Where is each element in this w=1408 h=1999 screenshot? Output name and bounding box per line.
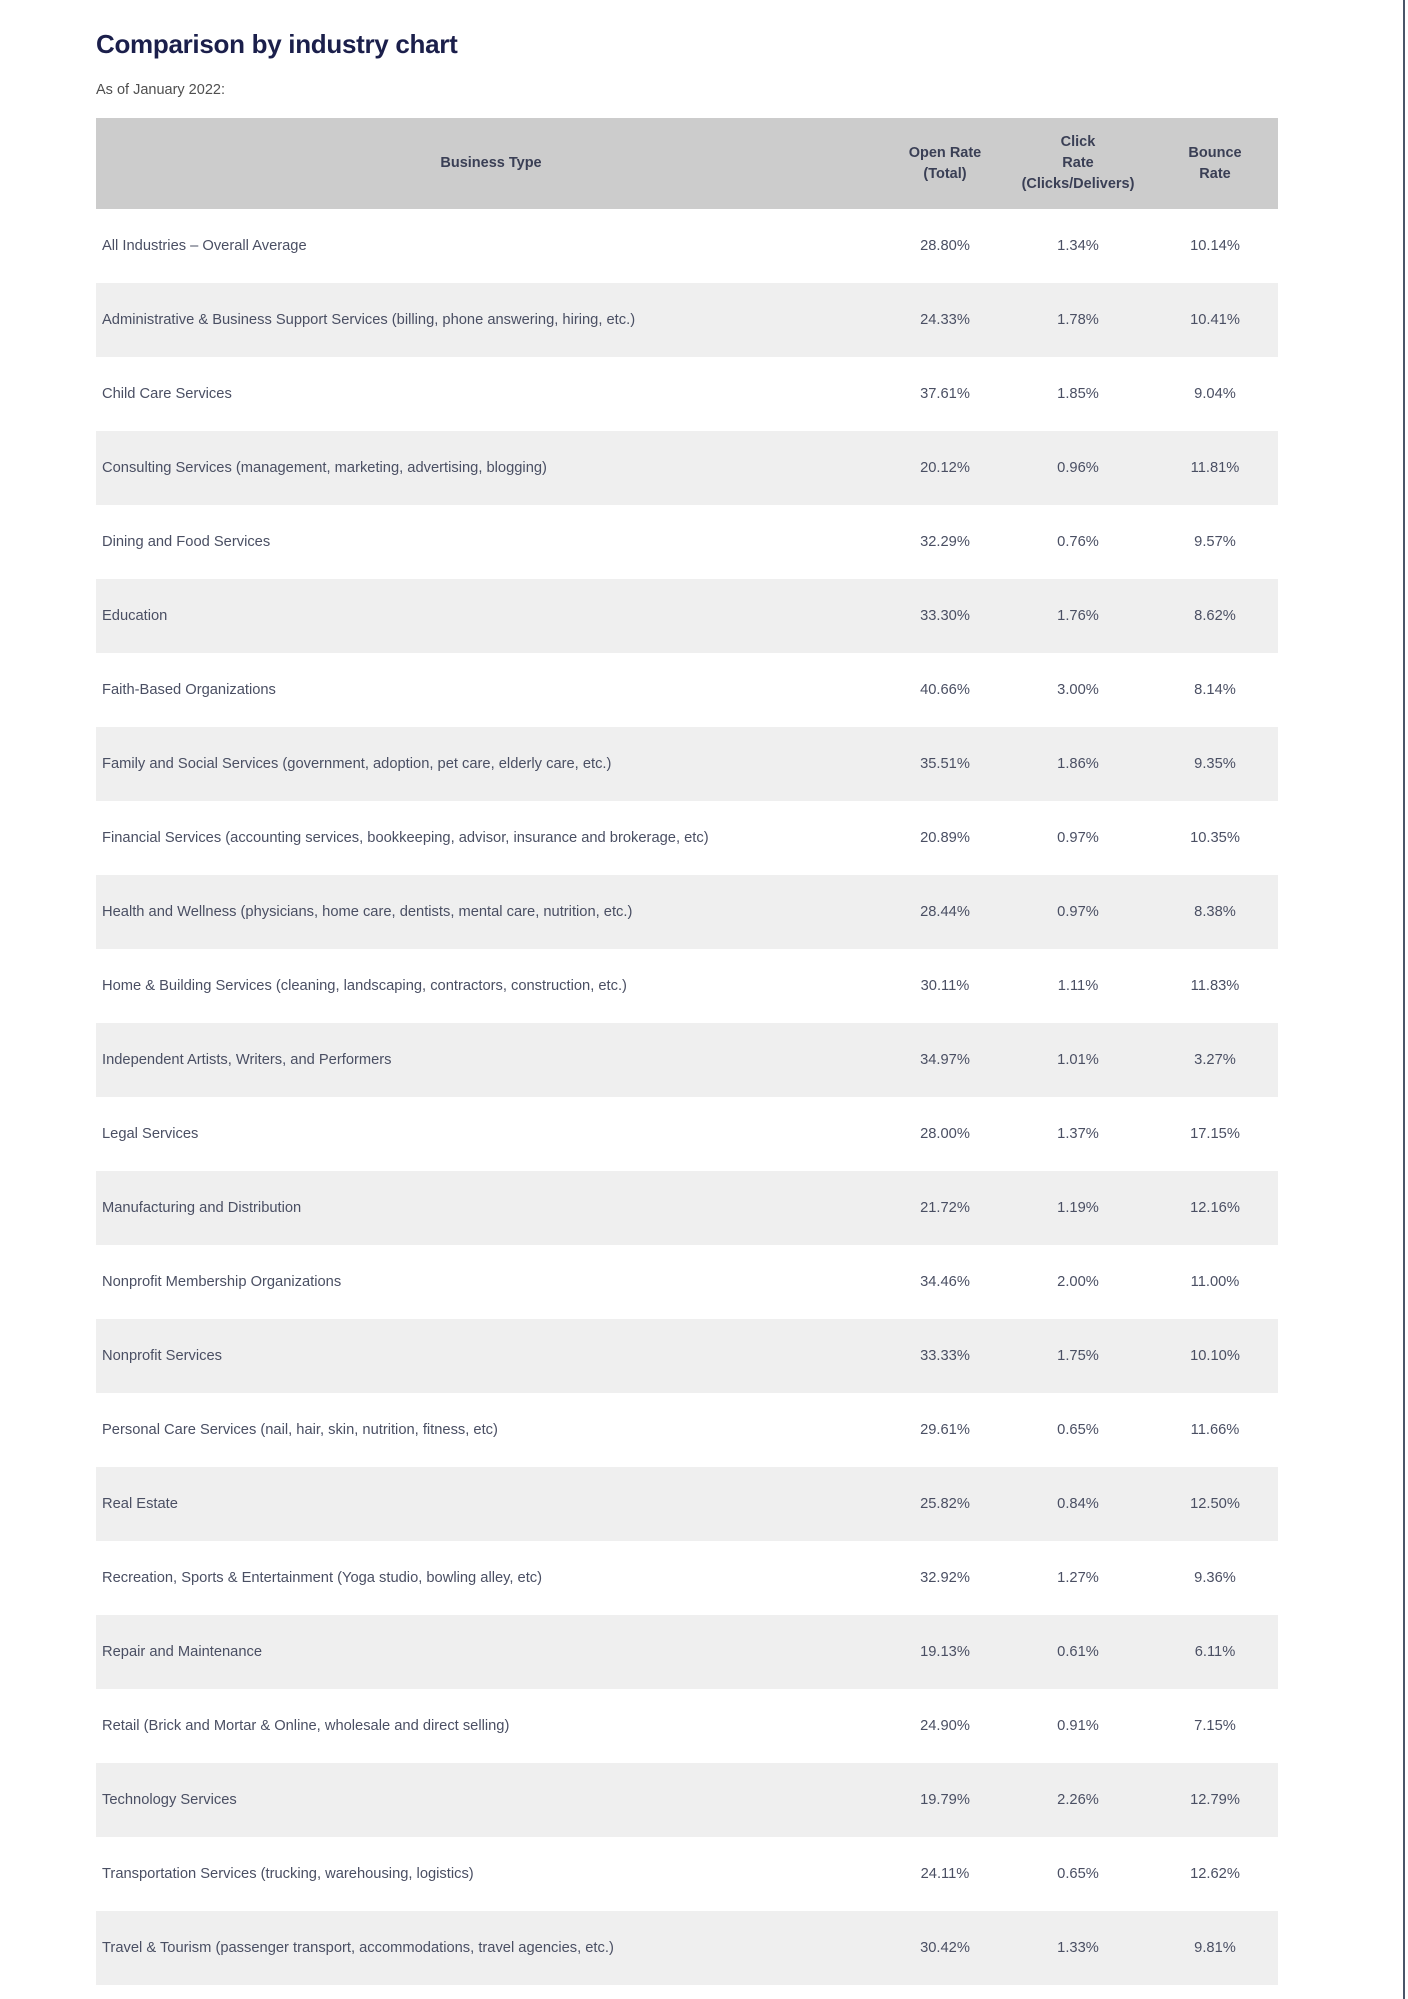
- cell-click-rate: 1.37%: [1004, 1097, 1152, 1171]
- cell-open-rate: 20.12%: [886, 431, 1004, 505]
- cell-business-type: Administrative & Business Support Services (billing, phone answering, hiring, etc.): [96, 283, 886, 357]
- cell-open-rate: 28.00%: [886, 1097, 1004, 1171]
- cell-business-type: Repair and Maintenance: [96, 1615, 886, 1689]
- table-row: [96, 1689, 1278, 1763]
- cell-business-type: Retail (Brick and Mortar & Online, wholesale and direct selling): [96, 1689, 886, 1763]
- cell-business-type: Family and Social Services (government, adoption, pet care, elderly care, etc.): [96, 727, 886, 801]
- cell-open-rate: 32.29%: [886, 505, 1004, 579]
- table-row: [96, 949, 1278, 1023]
- cell-bounce-rate: 10.10%: [1152, 1319, 1278, 1393]
- table-row: [96, 1097, 1278, 1171]
- cell-click-rate: 1.78%: [1004, 283, 1152, 357]
- table-row: [96, 1615, 1278, 1689]
- cell-bounce-rate: 8.38%: [1152, 875, 1278, 949]
- cell-open-rate: 33.33%: [886, 1319, 1004, 1393]
- click-rate-label-line1: Click: [1060, 134, 1096, 151]
- table-row: [96, 1911, 1278, 1985]
- cell-business-type: Recreation, Sports & Entertainment (Yoga studio, bowling alley, etc): [96, 1541, 886, 1615]
- table-row: [96, 283, 1278, 357]
- cell-business-type: Technology Services: [96, 1763, 886, 1837]
- cell-click-rate: 1.75%: [1004, 1319, 1152, 1393]
- cell-bounce-rate: 11.66%: [1152, 1393, 1278, 1467]
- table-row: [96, 1763, 1278, 1837]
- cell-open-rate: 34.97%: [886, 1023, 1004, 1097]
- cell-bounce-rate: 6.11%: [1152, 1615, 1278, 1689]
- cell-bounce-rate: 9.57%: [1152, 505, 1278, 579]
- cell-business-type: Financial Services (accounting services, bookkeeping, advisor, insurance and brokerage, etc): [96, 801, 886, 875]
- cell-open-rate: 19.79%: [886, 1763, 1004, 1837]
- cell-click-rate: 0.91%: [1004, 1689, 1152, 1763]
- cell-bounce-rate: 9.81%: [1152, 1911, 1278, 1985]
- table-row: [96, 1245, 1278, 1319]
- cell-open-rate: 30.11%: [886, 949, 1004, 1023]
- bounce-rate-label-line1: Bounce: [1188, 144, 1242, 161]
- cell-bounce-rate: 10.35%: [1152, 801, 1278, 875]
- table-row: [96, 1171, 1278, 1245]
- table-row: [96, 801, 1278, 875]
- cell-open-rate: 20.89%: [886, 801, 1004, 875]
- cell-business-type: Nonprofit Services: [96, 1319, 886, 1393]
- cell-click-rate: 3.00%: [1004, 653, 1152, 727]
- cell-open-rate: 28.80%: [886, 209, 1004, 283]
- cell-business-type: Real Estate: [96, 1467, 886, 1541]
- cell-click-rate: 1.01%: [1004, 1023, 1152, 1097]
- cell-click-rate: 0.84%: [1004, 1467, 1152, 1541]
- cell-open-rate: 25.82%: [886, 1467, 1004, 1541]
- cell-click-rate: 0.96%: [1004, 431, 1152, 505]
- table-row: [96, 1393, 1278, 1467]
- cell-bounce-rate: 7.15%: [1152, 1689, 1278, 1763]
- column-header-bounce-rate: [1152, 118, 1278, 209]
- cell-open-rate: 24.11%: [886, 1837, 1004, 1911]
- cell-business-type: Manufacturing and Distribution: [96, 1171, 886, 1245]
- cell-business-type: Education: [96, 579, 886, 653]
- cell-click-rate: 1.86%: [1004, 727, 1152, 801]
- cell-business-type: Health and Wellness (physicians, home care, dentists, mental care, nutrition, etc.): [96, 875, 886, 949]
- cell-bounce-rate: 11.81%: [1152, 431, 1278, 505]
- column-header-click-rate: [1004, 118, 1152, 209]
- table-row: [96, 1467, 1278, 1541]
- cell-open-rate: 19.13%: [886, 1615, 1004, 1689]
- table-row: [96, 579, 1278, 653]
- cell-bounce-rate: 12.79%: [1152, 1763, 1278, 1837]
- cell-click-rate: 1.85%: [1004, 357, 1152, 431]
- cell-business-type: Nonprofit Membership Organizations: [96, 1245, 886, 1319]
- cell-bounce-rate: 10.41%: [1152, 283, 1278, 357]
- cell-open-rate: 24.90%: [886, 1689, 1004, 1763]
- table-row: [96, 505, 1278, 579]
- cell-bounce-rate: 12.50%: [1152, 1467, 1278, 1541]
- cell-bounce-rate: 9.04%: [1152, 357, 1278, 431]
- column-header-business-type: Business Type: [96, 118, 886, 209]
- cell-business-type: Faith-Based Organizations: [96, 653, 886, 727]
- cell-business-type: Child Care Services: [96, 357, 886, 431]
- cell-bounce-rate: 11.00%: [1152, 1245, 1278, 1319]
- page-subtitle: As of January 2022:: [96, 81, 225, 98]
- cell-bounce-rate: 8.62%: [1152, 579, 1278, 653]
- page-title: Comparison by industry chart: [96, 29, 458, 59]
- cell-click-rate: 1.19%: [1004, 1171, 1152, 1245]
- cell-click-rate: 2.26%: [1004, 1763, 1152, 1837]
- cell-business-type: Home & Building Services (cleaning, landscaping, contractors, construction, etc.): [96, 949, 886, 1023]
- table-row: [96, 357, 1278, 431]
- table-row: [96, 875, 1278, 949]
- cell-open-rate: 32.92%: [886, 1541, 1004, 1615]
- cell-open-rate: 33.30%: [886, 579, 1004, 653]
- click-rate-label-line2: Rate: [1062, 155, 1094, 172]
- cell-open-rate: 28.44%: [886, 875, 1004, 949]
- column-header-open-rate: [886, 118, 1004, 209]
- cell-bounce-rate: 17.15%: [1152, 1097, 1278, 1171]
- cell-business-type: Legal Services: [96, 1097, 886, 1171]
- cell-open-rate: 29.61%: [886, 1393, 1004, 1467]
- cell-bounce-rate: 9.36%: [1152, 1541, 1278, 1615]
- cell-open-rate: 35.51%: [886, 727, 1004, 801]
- cell-click-rate: 2.00%: [1004, 1245, 1152, 1319]
- cell-business-type: Travel & Tourism (passenger transport, accommodations, travel agencies, etc.): [96, 1911, 886, 1985]
- cell-business-type: Independent Artists, Writers, and Performers: [96, 1023, 886, 1097]
- cell-click-rate: 0.76%: [1004, 505, 1152, 579]
- cell-bounce-rate: 11.83%: [1152, 949, 1278, 1023]
- cell-bounce-rate: 10.14%: [1152, 209, 1278, 283]
- cell-bounce-rate: 12.16%: [1152, 1171, 1278, 1245]
- open-rate-label-line1: Open Rate: [908, 144, 982, 161]
- table-header-row: [96, 118, 1278, 209]
- cell-open-rate: 40.66%: [886, 653, 1004, 727]
- table-row: [96, 727, 1278, 801]
- cell-business-type: Consulting Services (management, marketing, advertising, blogging): [96, 431, 886, 505]
- cell-click-rate: 0.61%: [1004, 1615, 1152, 1689]
- table-row: [96, 1319, 1278, 1393]
- cell-open-rate: 30.42%: [886, 1911, 1004, 1985]
- table-row: [96, 1837, 1278, 1911]
- cell-bounce-rate: 9.35%: [1152, 727, 1278, 801]
- cell-business-type: All Industries – Overall Average: [96, 209, 886, 283]
- industry-comparison-table: [96, 118, 1278, 1985]
- cell-click-rate: 1.76%: [1004, 579, 1152, 653]
- click-rate-label-line3: (Clicks/Delivers): [1021, 176, 1135, 193]
- cell-business-type: Dining and Food Services: [96, 505, 886, 579]
- table-row: [96, 209, 1278, 283]
- cell-open-rate: 21.72%: [886, 1171, 1004, 1245]
- cell-click-rate: 1.34%: [1004, 209, 1152, 283]
- table-row: [96, 1541, 1278, 1615]
- cell-open-rate: 37.61%: [886, 357, 1004, 431]
- cell-click-rate: 1.11%: [1004, 949, 1152, 1023]
- cell-bounce-rate: 12.62%: [1152, 1837, 1278, 1911]
- table-body: [96, 209, 1278, 1985]
- cell-business-type: Transportation Services (trucking, warehousing, logistics): [96, 1837, 886, 1911]
- table-row: [96, 1023, 1278, 1097]
- cell-click-rate: 1.33%: [1004, 1911, 1152, 1985]
- cell-click-rate: 0.97%: [1004, 801, 1152, 875]
- cell-bounce-rate: 3.27%: [1152, 1023, 1278, 1097]
- cell-bounce-rate: 8.14%: [1152, 653, 1278, 727]
- cell-click-rate: 1.27%: [1004, 1541, 1152, 1615]
- bounce-rate-label-line2: Rate: [1199, 165, 1231, 182]
- cell-business-type: Personal Care Services (nail, hair, skin, nutrition, fitness, etc): [96, 1393, 886, 1467]
- table-header: [96, 118, 1278, 209]
- cell-open-rate: 24.33%: [886, 283, 1004, 357]
- cell-click-rate: 0.65%: [1004, 1393, 1152, 1467]
- cell-click-rate: 0.65%: [1004, 1837, 1152, 1911]
- open-rate-label-line2: (Total): [923, 165, 967, 182]
- cell-click-rate: 0.97%: [1004, 875, 1152, 949]
- cell-open-rate: 34.46%: [886, 1245, 1004, 1319]
- table-row: [96, 653, 1278, 727]
- table-row: [96, 431, 1278, 505]
